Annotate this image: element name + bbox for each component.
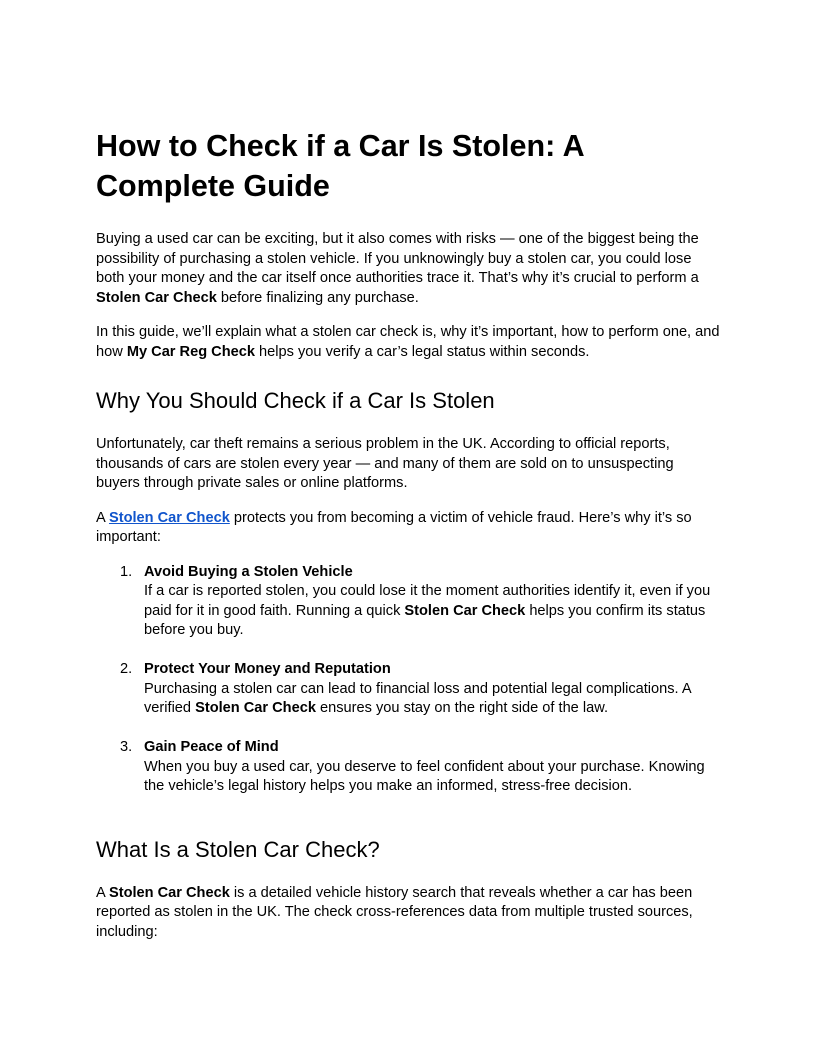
list-item-text: Purchasing a stolen car can lead to financial loss and potential legal complications. A verified: [144, 680, 691, 716]
section2-p1-end: is a detailed vehicle history search that reveals whether a car has been reported as stolen in the UK. The check cross-references data from multiple trusted sources, including:: [96, 884, 693, 940]
intro-p1-bold: Stolen Car Check: [96, 289, 217, 306]
section1-paragraph-1: Unfortunately, car theft remains a serious problem in the UK. According to official reports, thousands of cars are stolen every year — and many of them are sold on to unsuspecting buyers through private sales or online platforms.: [96, 436, 674, 491]
reasons-list: [96, 563, 720, 797]
intro-p1-end: before finalizing any purchase.: [216, 289, 419, 306]
section1-paragraph-2: [96, 509, 720, 548]
list-item: [96, 563, 720, 641]
list-item-title: Gain Peace of Mind: [144, 739, 279, 755]
intro-p2-end: helps you verify a car’s legal status within seconds.: [254, 343, 590, 360]
intro-p1-text: Buying a used car can be exciting, but it also comes with risks — one of the biggest being the possibility of purchasing a stolen vehicle. If you unknowingly buy a stolen car, you could lose both your money and the car itself once authorities trace it. That’s why it’s crucial to perform a: [96, 231, 699, 286]
section2-paragraph-1: [96, 884, 720, 943]
intro-paragraph-1: [96, 230, 720, 308]
page-title: How to Check if a Car Is Stolen: A Complete Guide: [96, 129, 584, 203]
intro-p2-text: In this guide, we’ll explain what a stolen car check is, why it’s important, how to perform one, and how: [96, 324, 720, 360]
intro-paragraph-2: [96, 323, 720, 362]
section-heading-why: Why You Should Check if a Car Is Stolen: [96, 388, 495, 413]
list-item: [96, 738, 720, 797]
list-item-text: If a car is reported stolen, you could lose it the moment authorities identify it, even if you paid for it in good faith. Running a quick: [144, 583, 711, 619]
list-item-number: 2.: [120, 661, 133, 677]
list-item-number: 1.: [120, 563, 133, 580]
list-item-text-end: helps you confirm its status before you buy.: [144, 602, 706, 638]
list-item-text: When you buy a used car, you deserve to feel confident about your purchase. Knowing the vehicle’s legal history helps you make an informed, stress-free decision.: [144, 758, 705, 794]
stolen-car-check-link[interactable]: Stolen Car Check: [108, 509, 230, 526]
list-item-title: Protect Your Money and Reputation: [144, 661, 391, 677]
document-page: [96, 126, 720, 942]
list-item-text-end: ensures you stay on the right side of the law.: [315, 700, 608, 716]
section2-p1-start: A: [96, 884, 109, 901]
list-item-title: Avoid Buying a Stolen Vehicle: [144, 563, 353, 580]
list-item: [96, 660, 720, 719]
section1-p2-start: A: [96, 509, 109, 526]
list-item-bold: Stolen Car Check: [195, 700, 316, 716]
list-item-bold: Stolen Car Check: [404, 602, 526, 619]
list-item-number: 3.: [120, 739, 133, 755]
section-heading-what-is: What Is a Stolen Car Check?: [96, 836, 380, 862]
intro-p2-bold: My Car Reg Check: [126, 343, 255, 360]
section2-p1-bold: Stolen Car Check: [108, 884, 230, 901]
section1-p2-end: protects you from becoming a victim of vehicle fraud. Here’s why it’s so important:: [96, 509, 692, 545]
